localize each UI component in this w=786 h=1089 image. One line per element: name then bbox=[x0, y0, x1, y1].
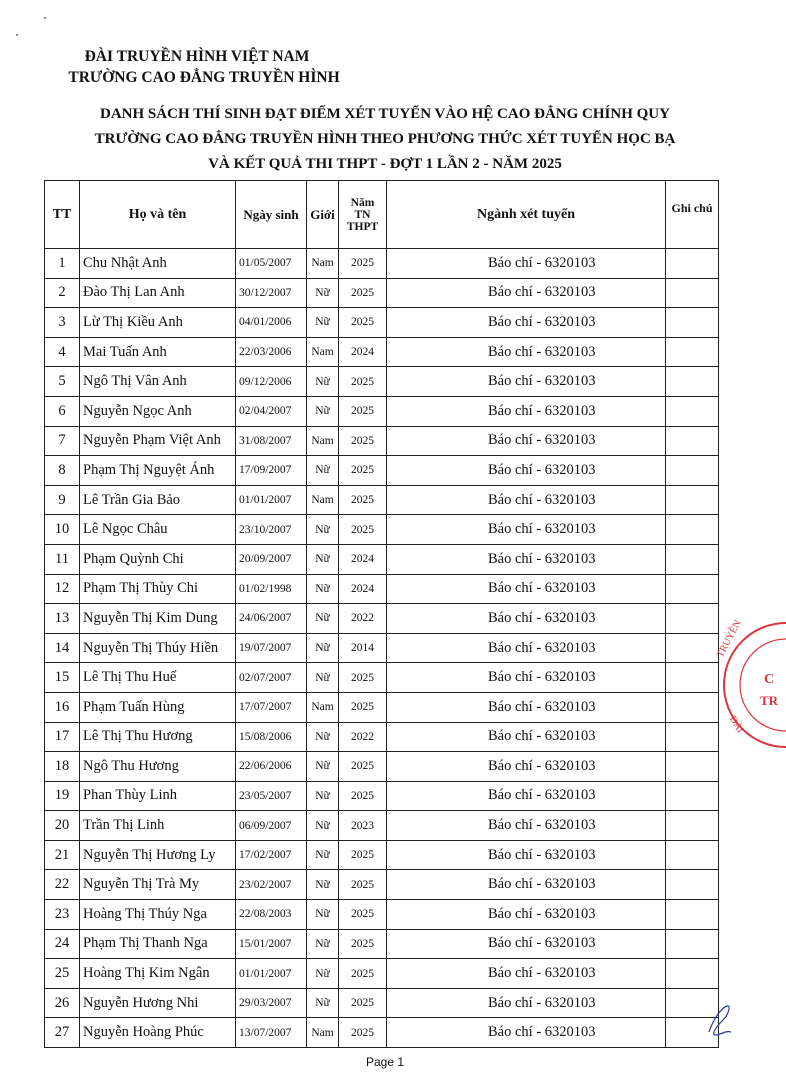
cell-note bbox=[666, 959, 719, 989]
table-row bbox=[45, 367, 719, 397]
cell-note bbox=[666, 929, 719, 959]
title-line-1: DANH SÁCH THÍ SINH ĐẠT ĐIỂM XÉT TUYỂN VÀO HỆ CAO ĐẲNG CHÍNH QUY bbox=[100, 106, 670, 122]
cell-gender: Nam bbox=[307, 249, 339, 279]
cell-gender: Nữ bbox=[307, 811, 339, 841]
cell-gender: Nữ bbox=[307, 544, 339, 574]
cell-gender: Nữ bbox=[307, 929, 339, 959]
cell-name: Lê Ngọc Châu bbox=[80, 515, 236, 545]
cell-year: 2025 bbox=[339, 781, 387, 811]
cell-dob: 22/06/2006 bbox=[236, 752, 307, 782]
cell-year: 2024 bbox=[339, 574, 387, 604]
table-row bbox=[45, 929, 719, 959]
cell-major: Báo chí - 6320103 bbox=[387, 249, 666, 279]
table-row bbox=[45, 485, 719, 515]
cell-year: 2025 bbox=[339, 308, 387, 338]
cell-major: Báo chí - 6320103 bbox=[387, 900, 666, 930]
table-row bbox=[45, 633, 719, 663]
year-header-line-2: TN bbox=[354, 208, 371, 221]
cell-name: Nguyễn Thị Trà My bbox=[80, 870, 236, 900]
col-header-note: Ghi chú bbox=[666, 181, 719, 249]
cell-gender: Nữ bbox=[307, 752, 339, 782]
cell-note bbox=[666, 781, 719, 811]
cell-major: Báo chí - 6320103 bbox=[387, 752, 666, 782]
col-header-name: Họ và tên bbox=[80, 181, 236, 249]
cell-note bbox=[666, 604, 719, 634]
cell-name: Lê Thị Thu Hương bbox=[80, 722, 236, 752]
table-row bbox=[45, 840, 719, 870]
cell-note bbox=[666, 574, 719, 604]
table-row bbox=[45, 900, 719, 930]
cell-dob: 22/08/2003 bbox=[236, 900, 307, 930]
col-header-tt: TT bbox=[45, 181, 80, 249]
cell-dob: 09/12/2006 bbox=[236, 367, 307, 397]
cell-note bbox=[666, 396, 719, 426]
table-row bbox=[45, 692, 719, 722]
cell-major: Báo chí - 6320103 bbox=[387, 308, 666, 338]
cell-major: Báo chí - 6320103 bbox=[387, 959, 666, 989]
cell-note bbox=[666, 308, 719, 338]
cell-tt: 8 bbox=[45, 456, 80, 486]
cell-year: 2025 bbox=[339, 456, 387, 486]
title-line-3: VÀ KẾT QUẢ THI THPT - ĐỢT 1 LẦN 2 - NĂM 2025 bbox=[208, 156, 562, 172]
cell-dob: 02/04/2007 bbox=[236, 396, 307, 426]
cell-gender: Nữ bbox=[307, 663, 339, 693]
cell-note bbox=[666, 515, 719, 545]
cell-major: Báo chí - 6320103 bbox=[387, 633, 666, 663]
cell-major: Báo chí - 6320103 bbox=[387, 988, 666, 1018]
cell-note bbox=[666, 692, 719, 722]
table-row bbox=[45, 781, 719, 811]
table-row bbox=[45, 515, 719, 545]
table-row bbox=[45, 308, 719, 338]
cell-major: Báo chí - 6320103 bbox=[387, 515, 666, 545]
year-header-line-3: THPT bbox=[346, 220, 379, 233]
cell-dob: 23/05/2007 bbox=[236, 781, 307, 811]
cell-tt: 16 bbox=[45, 692, 80, 722]
cell-tt: 7 bbox=[45, 426, 80, 456]
table-row bbox=[45, 988, 719, 1018]
cell-gender: Nam bbox=[307, 1018, 339, 1048]
table-row bbox=[45, 574, 719, 604]
cell-dob: 15/08/2006 bbox=[236, 722, 307, 752]
table-row bbox=[45, 456, 719, 486]
cell-gender: Nữ bbox=[307, 367, 339, 397]
col-header-major: Ngành xét tuyển bbox=[387, 181, 666, 249]
cell-year: 2025 bbox=[339, 515, 387, 545]
cell-year: 2025 bbox=[339, 249, 387, 279]
cell-dob: 15/01/2007 bbox=[236, 929, 307, 959]
cell-note bbox=[666, 811, 719, 841]
cell-note bbox=[666, 722, 719, 752]
cell-gender: Nam bbox=[307, 485, 339, 515]
cell-note bbox=[666, 485, 719, 515]
cell-tt: 13 bbox=[45, 604, 80, 634]
cell-dob: 31/08/2007 bbox=[236, 426, 307, 456]
seal-inner-ring bbox=[740, 639, 786, 731]
cell-tt: 14 bbox=[45, 633, 80, 663]
cell-tt: 20 bbox=[45, 811, 80, 841]
cell-major: Báo chí - 6320103 bbox=[387, 692, 666, 722]
cell-tt: 22 bbox=[45, 870, 80, 900]
cell-name: Chu Nhật Anh bbox=[80, 249, 236, 279]
cell-dob: 20/09/2007 bbox=[236, 544, 307, 574]
table-row bbox=[45, 396, 719, 426]
table-row bbox=[45, 752, 719, 782]
cell-dob: 22/03/2006 bbox=[236, 337, 307, 367]
cell-gender: Nam bbox=[307, 692, 339, 722]
cell-major: Báo chí - 6320103 bbox=[387, 426, 666, 456]
cell-year: 2025 bbox=[339, 959, 387, 989]
org-line-2: TRƯỜNG CAO ĐẲNG TRUYỀN HÌNH bbox=[68, 69, 340, 86]
seal-text-tr: TR bbox=[760, 693, 779, 708]
page-footer: Page 1 bbox=[365, 1055, 405, 1069]
cell-gender: Nữ bbox=[307, 988, 339, 1018]
cell-major: Báo chí - 6320103 bbox=[387, 337, 666, 367]
table-body bbox=[45, 249, 719, 1048]
cell-tt: 1 bbox=[45, 249, 80, 279]
cell-name: Đào Thị Lan Anh bbox=[80, 278, 236, 308]
year-header-line-1: Năm bbox=[350, 196, 375, 209]
cell-year: 2025 bbox=[339, 485, 387, 515]
cell-dob: 23/10/2007 bbox=[236, 515, 307, 545]
cell-major: Báo chí - 6320103 bbox=[387, 663, 666, 693]
cell-note bbox=[666, 456, 719, 486]
cell-major: Báo chí - 6320103 bbox=[387, 456, 666, 486]
org-line-1: ĐÀI TRUYỀN HÌNH VIỆT NAM bbox=[84, 48, 310, 65]
organization-header bbox=[0, 46, 400, 88]
cell-dob: 17/07/2007 bbox=[236, 692, 307, 722]
cell-major: Báo chí - 6320103 bbox=[387, 396, 666, 426]
table-row bbox=[45, 811, 719, 841]
cell-dob: 01/01/2007 bbox=[236, 959, 307, 989]
cell-year: 2025 bbox=[339, 1018, 387, 1048]
seal-text-c: C bbox=[764, 672, 775, 687]
cell-dob: 02/07/2007 bbox=[236, 663, 307, 693]
cell-gender: Nữ bbox=[307, 781, 339, 811]
table-row bbox=[45, 722, 719, 752]
cell-year: 2025 bbox=[339, 929, 387, 959]
cell-name: Phan Thùy Linh bbox=[80, 781, 236, 811]
cell-tt: 11 bbox=[45, 544, 80, 574]
cell-tt: 17 bbox=[45, 722, 80, 752]
cell-year: 2025 bbox=[339, 870, 387, 900]
table-row bbox=[45, 663, 719, 693]
cell-dob: 06/09/2007 bbox=[236, 811, 307, 841]
table-header-row bbox=[45, 181, 719, 249]
cell-name: Lê Thị Thu Huế bbox=[80, 663, 236, 693]
cell-dob: 29/03/2007 bbox=[236, 988, 307, 1018]
cell-dob: 19/07/2007 bbox=[236, 633, 307, 663]
cell-year: 2025 bbox=[339, 692, 387, 722]
cell-name: Hoàng Thị Thúy Nga bbox=[80, 900, 236, 930]
cell-note bbox=[666, 544, 719, 574]
cell-name: Nguyễn Hoàng Phúc bbox=[80, 1018, 236, 1048]
cell-name: Nguyễn Thị Kim Dung bbox=[80, 604, 236, 634]
cell-tt: 6 bbox=[45, 396, 80, 426]
cell-gender: Nữ bbox=[307, 900, 339, 930]
cell-major: Báo chí - 6320103 bbox=[387, 1018, 666, 1048]
cell-tt: 10 bbox=[45, 515, 80, 545]
cell-gender: Nữ bbox=[307, 633, 339, 663]
cell-tt: 25 bbox=[45, 959, 80, 989]
cell-tt: 9 bbox=[45, 485, 80, 515]
cell-tt: 24 bbox=[45, 929, 80, 959]
cell-gender: Nữ bbox=[307, 722, 339, 752]
cell-dob: 17/09/2007 bbox=[236, 456, 307, 486]
col-header-gender: Giới bbox=[307, 181, 339, 249]
cell-major: Báo chí - 6320103 bbox=[387, 811, 666, 841]
seal-text-bottom: ĐÀI bbox=[726, 714, 746, 735]
cell-name: Phạm Quỳnh Chi bbox=[80, 544, 236, 574]
cell-name: Lê Trần Gia Bảo bbox=[80, 485, 236, 515]
table-row bbox=[45, 426, 719, 456]
cell-major: Báo chí - 6320103 bbox=[387, 544, 666, 574]
cell-gender: Nữ bbox=[307, 840, 339, 870]
cell-note bbox=[666, 278, 719, 308]
cell-year: 2024 bbox=[339, 544, 387, 574]
cell-note bbox=[666, 752, 719, 782]
cell-name: Phạm Thị Thanh Nga bbox=[80, 929, 236, 959]
cell-name: Nguyễn Thị Hương Ly bbox=[80, 840, 236, 870]
scan-speck bbox=[44, 17, 46, 19]
cell-name: Hoàng Thị Kim Ngân bbox=[80, 959, 236, 989]
cell-dob: 04/01/2006 bbox=[236, 308, 307, 338]
seal-text-top: TRUYỀN bbox=[714, 618, 744, 660]
cell-dob: 24/06/2007 bbox=[236, 604, 307, 634]
cell-major: Báo chí - 6320103 bbox=[387, 929, 666, 959]
signature-mark bbox=[703, 1002, 735, 1038]
cell-name: Ngô Thu Hương bbox=[80, 752, 236, 782]
scan-speck bbox=[16, 34, 18, 36]
cell-year: 2025 bbox=[339, 396, 387, 426]
table-row bbox=[45, 249, 719, 279]
cell-name: Nguyễn Phạm Việt Anh bbox=[80, 426, 236, 456]
cell-year: 2025 bbox=[339, 900, 387, 930]
cell-tt: 19 bbox=[45, 781, 80, 811]
cell-tt: 15 bbox=[45, 663, 80, 693]
cell-note bbox=[666, 663, 719, 693]
cell-year: 2023 bbox=[339, 811, 387, 841]
cell-note bbox=[666, 900, 719, 930]
cell-dob: 01/05/2007 bbox=[236, 249, 307, 279]
cell-year: 2025 bbox=[339, 840, 387, 870]
cell-major: Báo chí - 6320103 bbox=[387, 574, 666, 604]
title-line-2: TRƯỜNG CAO ĐẲNG TRUYỀN HÌNH THEO PHƯƠNG THỨC XÉT TUYỂN HỌC BẠ bbox=[94, 131, 676, 147]
cell-note bbox=[666, 633, 719, 663]
cell-year: 2025 bbox=[339, 426, 387, 456]
table-row bbox=[45, 337, 719, 367]
cell-gender: Nữ bbox=[307, 308, 339, 338]
cell-year: 2024 bbox=[339, 337, 387, 367]
cell-name: Lừ Thị Kiều Anh bbox=[80, 308, 236, 338]
cell-year: 2025 bbox=[339, 278, 387, 308]
cell-dob: 01/01/2007 bbox=[236, 485, 307, 515]
cell-name: Nguyễn Hương Nhi bbox=[80, 988, 236, 1018]
cell-major: Báo chí - 6320103 bbox=[387, 485, 666, 515]
cell-major: Báo chí - 6320103 bbox=[387, 840, 666, 870]
cell-name: Phạm Thị Thùy Chi bbox=[80, 574, 236, 604]
cell-tt: 27 bbox=[45, 1018, 80, 1048]
cell-tt: 18 bbox=[45, 752, 80, 782]
cell-name: Phạm Thị Nguyệt Ánh bbox=[80, 456, 236, 486]
table-row bbox=[45, 544, 719, 574]
cell-dob: 23/02/2007 bbox=[236, 870, 307, 900]
cell-major: Báo chí - 6320103 bbox=[387, 604, 666, 634]
cell-major: Báo chí - 6320103 bbox=[387, 278, 666, 308]
table-row bbox=[45, 278, 719, 308]
cell-note bbox=[666, 337, 719, 367]
cell-tt: 5 bbox=[45, 367, 80, 397]
cell-name: Nguyễn Thị Thúy Hiền bbox=[80, 633, 236, 663]
table-row bbox=[45, 604, 719, 634]
cell-year: 2025 bbox=[339, 663, 387, 693]
cell-gender: Nam bbox=[307, 337, 339, 367]
official-seal bbox=[716, 620, 786, 750]
cell-gender: Nữ bbox=[307, 574, 339, 604]
cell-name: Nguyễn Ngọc Anh bbox=[80, 396, 236, 426]
col-header-dob: Ngày sinh bbox=[236, 181, 307, 249]
candidate-table bbox=[44, 180, 719, 1048]
cell-dob: 13/07/2007 bbox=[236, 1018, 307, 1048]
cell-note bbox=[666, 426, 719, 456]
cell-year: 2025 bbox=[339, 988, 387, 1018]
col-header-year bbox=[339, 181, 387, 249]
table-row bbox=[45, 959, 719, 989]
cell-year: 2022 bbox=[339, 604, 387, 634]
cell-tt: 4 bbox=[45, 337, 80, 367]
cell-gender: Nữ bbox=[307, 515, 339, 545]
cell-name: Ngô Thị Vân Anh bbox=[80, 367, 236, 397]
cell-note bbox=[666, 249, 719, 279]
cell-gender: Nữ bbox=[307, 959, 339, 989]
cell-name: Trần Thị Linh bbox=[80, 811, 236, 841]
cell-tt: 12 bbox=[45, 574, 80, 604]
cell-name: Phạm Tuấn Hùng bbox=[80, 692, 236, 722]
cell-gender: Nữ bbox=[307, 278, 339, 308]
cell-dob: 30/12/2007 bbox=[236, 278, 307, 308]
cell-gender: Nam bbox=[307, 426, 339, 456]
cell-major: Báo chí - 6320103 bbox=[387, 781, 666, 811]
cell-dob: 01/02/1998 bbox=[236, 574, 307, 604]
cell-note bbox=[666, 367, 719, 397]
cell-gender: Nữ bbox=[307, 456, 339, 486]
table-row bbox=[45, 1018, 719, 1048]
cell-year: 2022 bbox=[339, 722, 387, 752]
cell-name: Mai Tuấn Anh bbox=[80, 337, 236, 367]
cell-gender: Nữ bbox=[307, 396, 339, 426]
table-row bbox=[45, 870, 719, 900]
cell-gender: Nữ bbox=[307, 870, 339, 900]
cell-year: 2025 bbox=[339, 367, 387, 397]
cell-year: 2014 bbox=[339, 633, 387, 663]
cell-gender: Nữ bbox=[307, 604, 339, 634]
cell-major: Báo chí - 6320103 bbox=[387, 367, 666, 397]
cell-tt: 3 bbox=[45, 308, 80, 338]
cell-note bbox=[666, 840, 719, 870]
cell-year: 2025 bbox=[339, 752, 387, 782]
cell-note bbox=[666, 870, 719, 900]
cell-tt: 2 bbox=[45, 278, 80, 308]
document-title bbox=[0, 102, 770, 177]
cell-major: Báo chí - 6320103 bbox=[387, 870, 666, 900]
cell-dob: 17/02/2007 bbox=[236, 840, 307, 870]
cell-tt: 23 bbox=[45, 900, 80, 930]
cell-tt: 21 bbox=[45, 840, 80, 870]
cell-tt: 26 bbox=[45, 988, 80, 1018]
cell-major: Báo chí - 6320103 bbox=[387, 722, 666, 752]
